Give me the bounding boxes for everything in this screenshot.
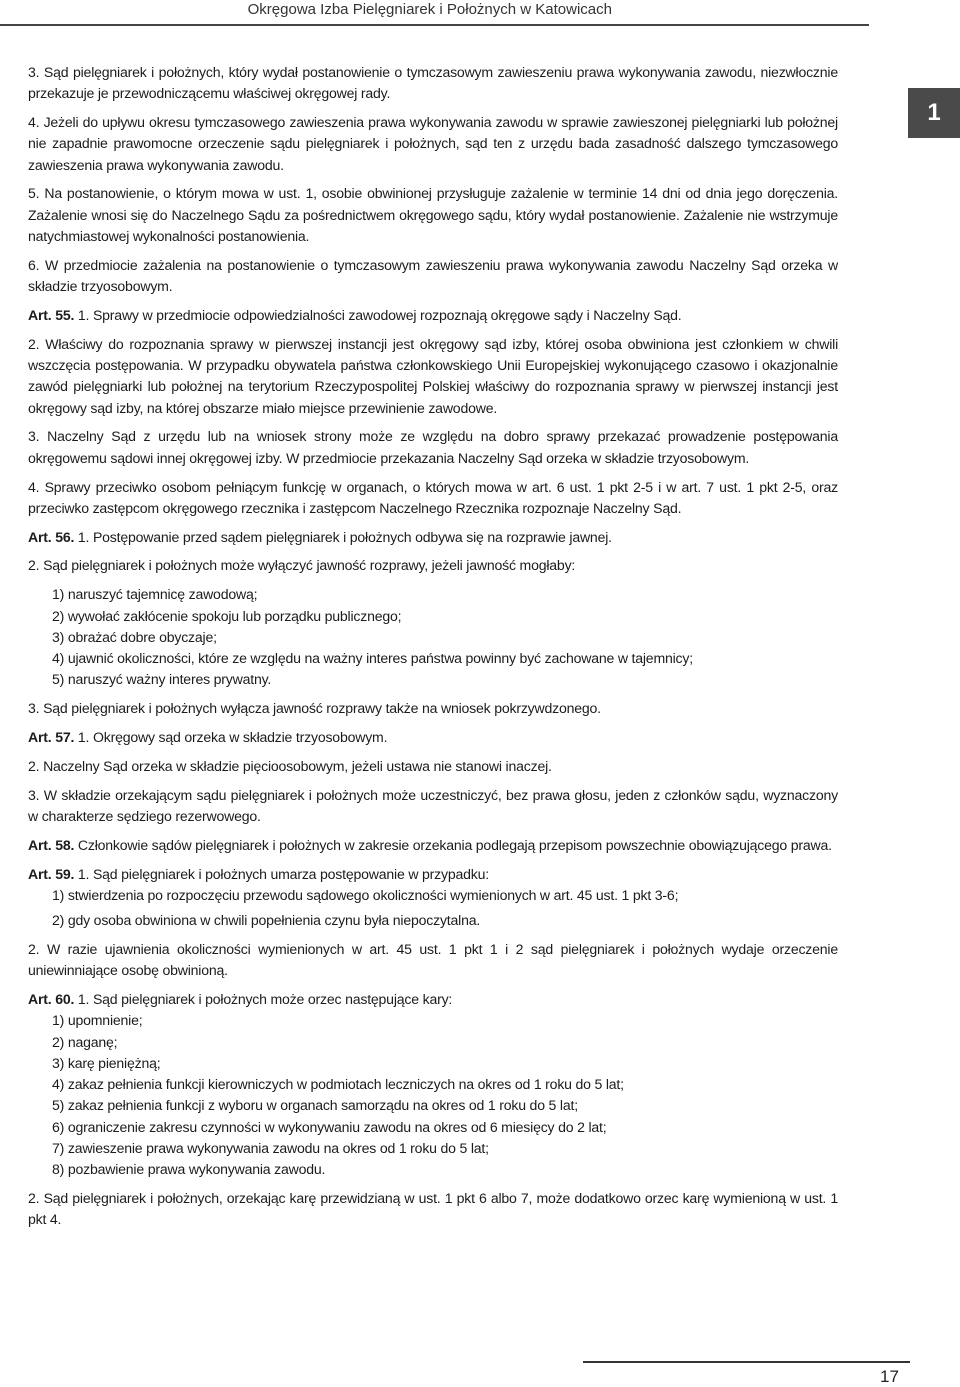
list-item: 5) zakaz pełnienia funkcji z wyboru w organach samorządu na okres od 1 roku do 5 lat; [52,1097,578,1114]
paragraph-text: 4. Jeżeli do upływu okresu tymczasowego zawieszenia prawa wykonywania zawodu w sprawie zawieszonej pielęgniarki lub położnej nie zapadnie prawomocne orzeczenie sądu pielęgniarek i położnych, sąd ten z urzędu bada zasadność dalszego tymczasowego zawieszenia prawa wykonywania zawodu. [28,114,838,173]
paragraph [28,183,838,247]
paragraph [28,835,838,856]
paragraph-text: 1. Sąd pielęgniarek i położnych może orzec następujące kary: [74,990,453,1007]
list-item: 2) gdy osoba obwiniona w chwili popełnienia czynu była niepoczytalna. [52,912,481,929]
list-item: 2) wywołać zakłócenie spokoju lub porządku publicznego; [52,607,402,624]
paragraph [28,255,838,298]
paragraph [28,864,838,885]
numbered-list [28,584,838,690]
page-number: 17 [880,1367,899,1386]
list-item: 1) naruszyć tajemnicę zawodową; [52,586,258,603]
article-number: Art. 58. [28,836,75,853]
paragraph [28,334,838,419]
paragraph [28,939,838,982]
numbered-list [28,885,838,932]
article-number: Art. 55. [28,306,75,323]
list-item: 4) zakaz pełnienia funkcji kierowniczych w podmiotach leczniczych na okres od 1 roku do 5 lat; [52,1076,624,1093]
paragraph [28,527,838,548]
paragraph-text: 5. Na postanowienie, o którym mowa w ust. 1, osobie obwinionej przysługuje zażalenie w terminie 14 dni od dnia jego doręczenia. Zażalenie wnosi się do Naczelnego Sądu za pośrednictwem okręgowego sądu, który wydał postanowienie. Zażalenie nie wstrzymuje natychmiastowej wykonalności postanowienia. [28,185,838,245]
chapter-tab: 1 [908,88,960,138]
paragraph-text: 4. Sprawy przeciwko osobom pełniącym funkcję w organach, o których mowa w art. 6 ust. 1 pkt 2-5 i w art. 7 ust. 1 pkt 2-5, oraz przeciwko zastępcom okręgowego rzecznika i zastępcom Naczelnego Rzecznika rozpoznaje Naczelny Sąd. [28,478,838,516]
paragraph-text: 1. Okręgowy sąd orzeka w składzie trzyosobowym. [74,729,388,746]
list-item: 2) naganę; [52,1033,118,1050]
paragraph [28,698,838,719]
list-item: 5) naruszyć ważny interes prywatny. [52,671,272,688]
list-item: 1) upomnienie; [52,1012,143,1029]
paragraph [28,989,838,1010]
paragraph-text: 2. Naczelny Sąd orzeka w składzie pięcioosobowym, jeżeli ustawa nie stanowi inaczej. [28,757,552,774]
numbered-list [28,1010,838,1180]
paragraph-text: 3. Naczelny Sąd z urzędu lub na wniosek strony może ze względu na dobro sprawy przekazać prowadzenie postępowania okręgowemu sądowi innej okręgowej izby. W przedmiocie przekazania Naczelny Sąd orzeka w składzie trzyosobowym. [28,428,838,466]
paragraph-text: 2. W razie ujawnienia okoliczności wymienionych w art. 45 ust. 1 pkt 1 i 2 sąd pielęgniarek i położnych wydaje orzeczenie uniewinniające osobę obwinioną. [28,940,838,979]
header-rule [0,24,869,26]
paragraph-text: 2. Właściwy do rozpoznania sprawy w pierwszej instancji jest okręgowy sąd izby, której osoba obwiniona jest członkiem w chwili wszczęcia postępowania. W przypadku obywatela państwa członkowskiego Unii Europejskiej wykonującego czasowo i okazjonalnie zawód pielęgniarki lub położnej na terytorium Rzeczypospolitej Polskiej właściwy do rozpoznania sprawy w pierwszej instancji jest okręgowy sąd izby, na której obszarze miało miejsce przewinienie zawodowe. [28,335,838,416]
article-number: Art. 60. [28,990,75,1007]
paragraph [28,477,838,520]
paragraph-text: 6. W przedmiocie zażalenia na postanowienie o tymczasowym zawieszeniu prawa wykonywania zawodu Naczelny Sąd orzeka w składzie trzyosobowym. [28,256,838,295]
paragraph [28,727,838,748]
paragraph-text: Członkowie sądów pielęgniarek i położnych w zakresie orzekania podlegają przepisom powszechnie obowiązującego prawa. [74,836,832,853]
list-item: 8) pozbawienie prawa wykonywania zawodu. [52,1161,326,1178]
paragraph-text: 3. Sąd pielęgniarek i położnych wyłącza jawność rozprawy także na wniosek pokrzywdzonego. [28,700,601,717]
paragraph [28,555,838,576]
paragraph [28,62,838,105]
paragraph-text: 2. Sąd pielęgniarek i położnych może wyłączyć jawność rozprawy, jeżeli jawność mogłaby: [28,557,576,574]
paragraph-text: 3. W składzie orzekającym sądu pielęgniarek i położnych może uczestniczyć, bez prawa głosu, jeden z członków sądu, wyznaczony w charakterze sędziego rezerwowego. [28,786,838,824]
list-item: 6) ograniczenie zakresu czynności w wykonywaniu zawodu na okres od 6 miesięcy do 2 lat; [52,1118,607,1135]
article-number: Art. 57. [28,729,75,746]
list-item: 7) zawieszenie prawa wykonywania zawodu na okres od 1 roku do 5 lat; [52,1140,489,1157]
document-body [28,62,838,1238]
paragraph [28,1188,838,1231]
running-header-title: Okręgowa Izba Pielęgniarek i Położnych w Katowicach [247,1,612,18]
paragraph-text: 1. Postępowanie przed sądem pielęgniarek i położnych odbywa się na rozprawie jawnej. [74,528,612,545]
list-item: 4) ujawnić okoliczności, które ze względu na ważny interes państwa powinny być zachowane w tajemnicy; [52,650,693,667]
paragraph [28,756,838,777]
list-item: 3) obrażać dobre obyczaje; [52,628,217,645]
paragraph [28,112,838,176]
paragraph-text: 2. Sąd pielęgniarek i położnych, orzekając karę przewidzianą w ust. 1 pkt 6 albo 7, może dodatkowo orzec karę wymienioną w ust. 1 pkt 4. [28,1190,838,1228]
article-number: Art. 59. [28,865,75,882]
article-number: Art. 56. [28,528,75,545]
paragraph [28,785,838,828]
paragraph-text: 3. Sąd pielęgniarek i położnych, który wydał postanowienie o tymczasowym zawieszeniu prawa wykonywania zawodu, niezwłocznie przekazuje je przewodniczącemu właściwej okręgowej rady. [28,64,838,102]
footer-rule [583,1361,910,1363]
list-item: 3) karę pieniężną; [52,1054,161,1071]
paragraph [28,426,838,469]
paragraph-text: 1. Sąd pielęgniarek i położnych umarza postępowanie w przypadku: [74,865,489,882]
list-item: 1) stwierdzenia po rozpoczęciu przewodu sądowego okoliczności wymienionych w art. 45 ust. 1 pkt 3-6; [52,886,679,903]
paragraph [28,305,838,326]
paragraph-text: 1. Sprawy w przedmiocie odpowiedzialności zawodowej rozpoznają okręgowe sądy i Naczelny Sąd. [74,306,682,323]
